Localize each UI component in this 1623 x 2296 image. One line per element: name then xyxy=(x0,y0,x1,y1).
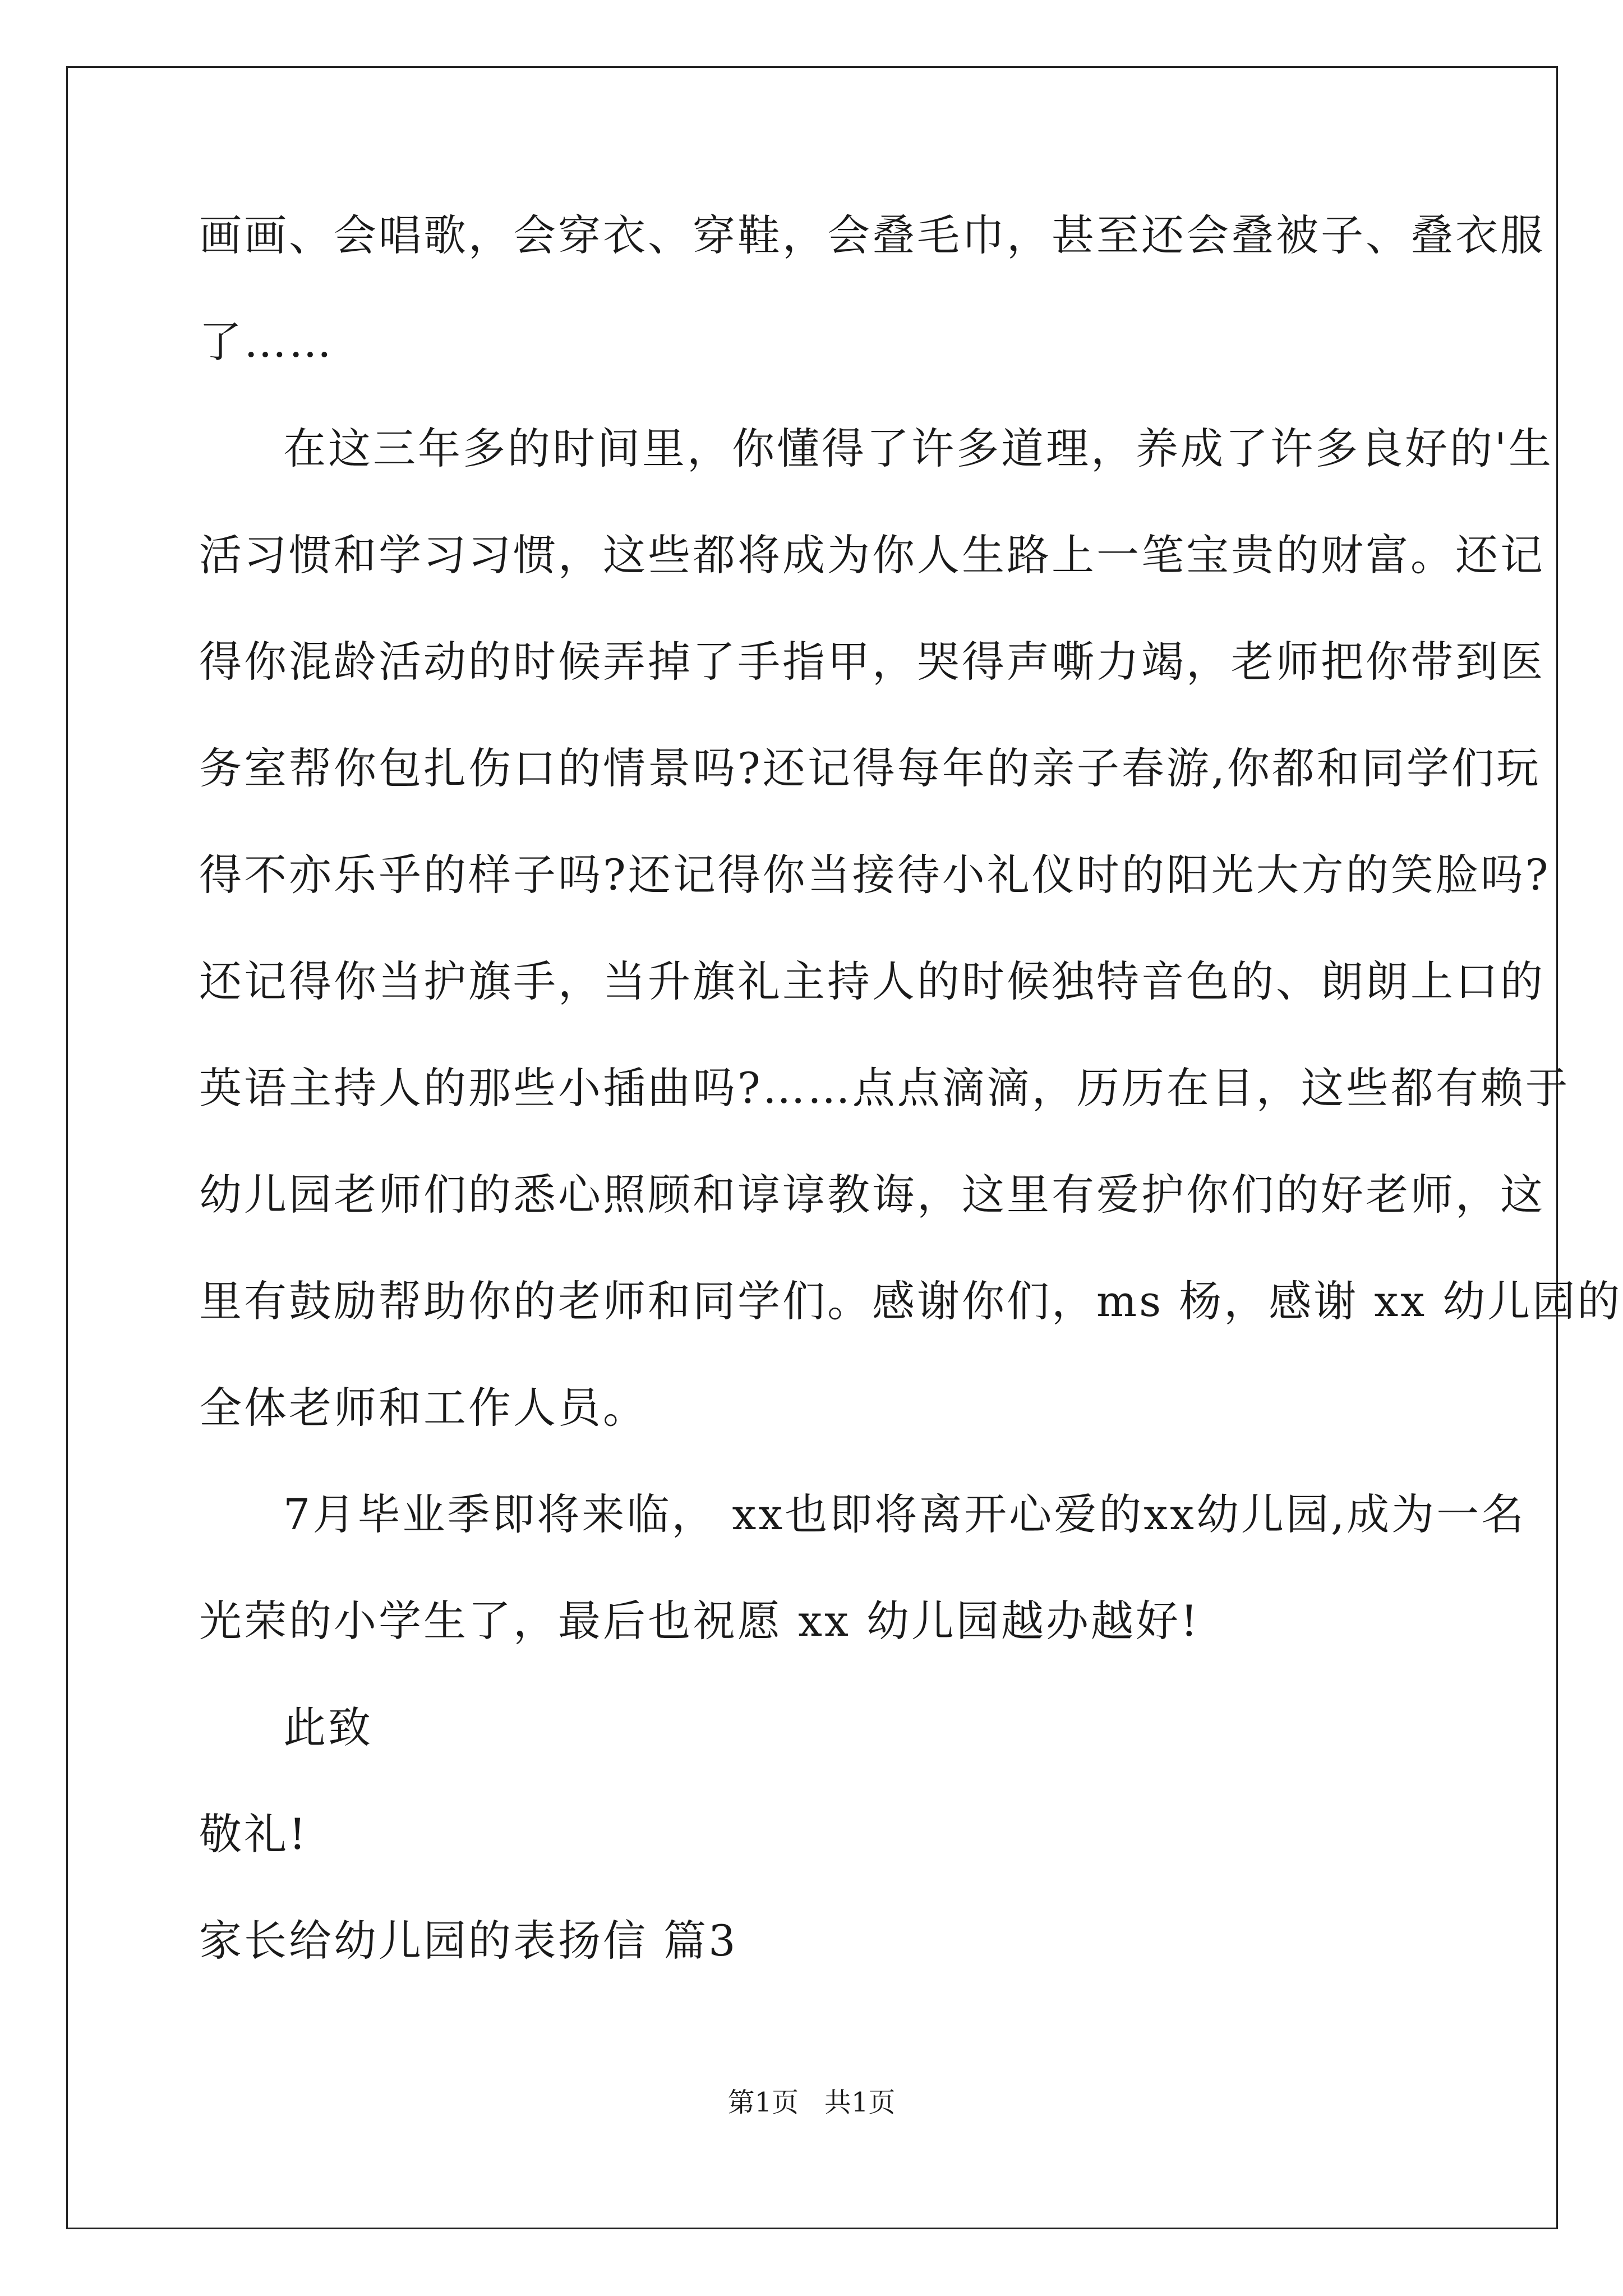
text-line: 画画、会唱歌，会穿衣、穿鞋，会叠毛巾，甚至还会叠被子、叠衣服 xyxy=(199,210,1545,260)
closing-regards: 敬礼! xyxy=(199,1809,308,1859)
text-line: 全体老师和工作人员。 xyxy=(199,1383,648,1433)
text-line: 还记得你当护旗手，当升旗礼主持人的时候独特音色的、朗朗上口的 xyxy=(199,956,1545,1006)
text-line: 务室帮你包扎伤口的情景吗?还记得每年的亲子春游,你都和同学们玩 xyxy=(199,743,1541,793)
text-line: 得不亦乐乎的样子吗?还记得你当接待小礼仪时的阳光大方的笑脸吗? xyxy=(199,850,1551,900)
page-footer: 第1页 共1页 xyxy=(727,2087,896,2118)
text-line: 活习惯和学习习惯，这些都将成为你人生路上一笔宝贵的财富。还记 xyxy=(199,530,1545,580)
text-line: 得你混龄活动的时候弄掉了手指甲，哭得声嘶力竭，老师把你带到医 xyxy=(199,637,1545,687)
text-line: 了…… xyxy=(199,317,334,367)
closing-salutation: 此致 xyxy=(283,1703,373,1752)
text-line: 英语主持人的那些小插曲吗?……点点滴滴，历历在目，这些都有赖于 xyxy=(199,1063,1570,1113)
page-border xyxy=(66,66,1558,2229)
text-line: 幼儿园老师们的悉心照顾和谆谆教诲，这里有爱护你们的好老师，这 xyxy=(199,1170,1545,1220)
section-heading: 家长给幼儿园的表扬信 篇3 xyxy=(199,1916,738,1966)
text-line: 里有鼓励帮助你的老师和同学们。感谢你们，ms 杨，感谢 xx 幼儿园的 xyxy=(199,1276,1622,1326)
paragraph-start-line: 在这三年多的时间里，你懂得了许多道理，养成了许多良好的'生 xyxy=(283,424,1553,473)
paragraph-start-line: 7月毕业季即将来临， xx也即将离开心爱的xx幼儿园,成为一名 xyxy=(283,1489,1527,1539)
text-line: 光荣的小学生了，最后也祝愿 xx 幼儿园越办越好! xyxy=(199,1596,1200,1646)
